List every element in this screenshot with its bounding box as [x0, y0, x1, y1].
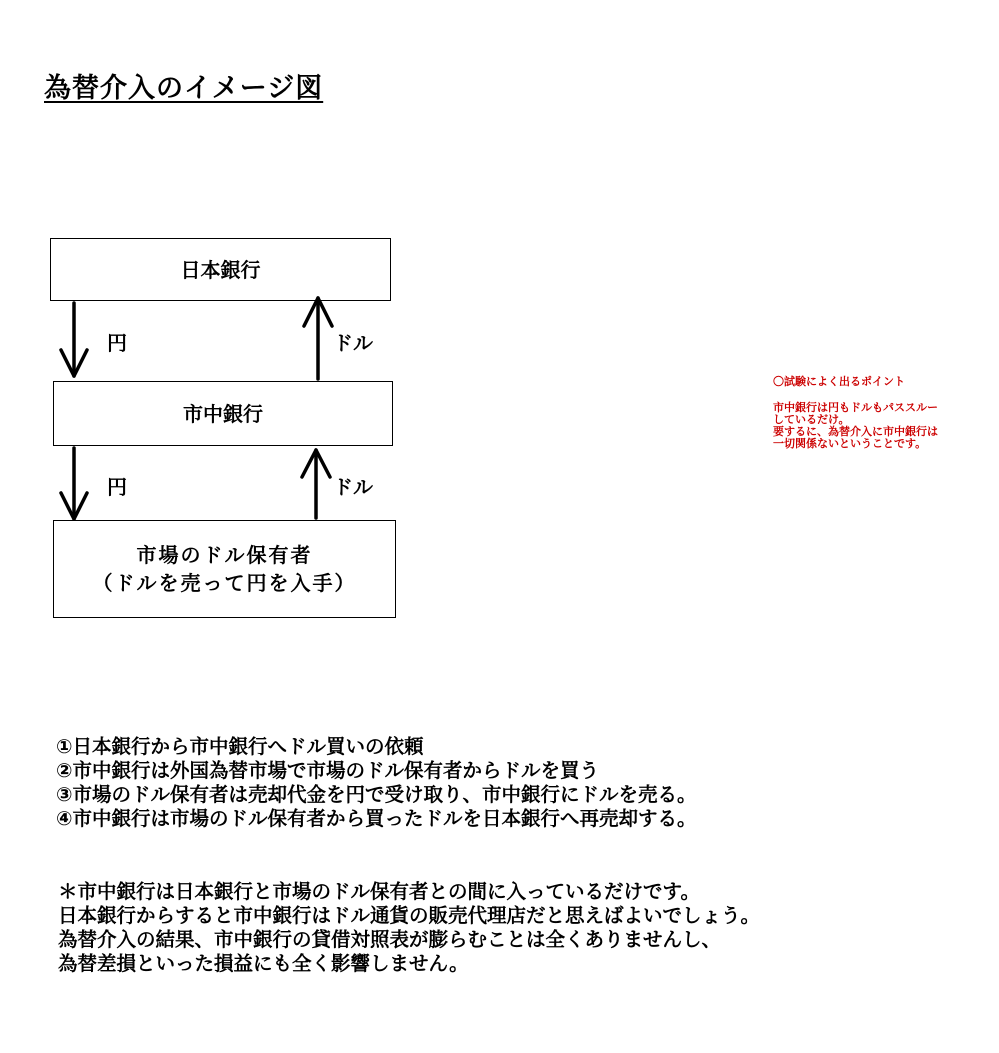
dollar-arrow-up-1 [304, 298, 332, 379]
yen-flow-label-2: 円 [107, 475, 127, 499]
step-item: ④市中銀行は市場のドル保有者から買ったドルを日本銀行へ再売却する。 [56, 807, 697, 830]
steps-list [56, 735, 697, 831]
dollar-flow-label-2: ドル [333, 475, 373, 499]
dollar-arrow-up-2 [302, 450, 330, 518]
yen-flow-label-1: 円 [107, 331, 127, 355]
note-line: しているだけ。 [773, 413, 850, 426]
boj-label: 日本銀行 [180, 257, 261, 282]
boj-box [50, 238, 391, 301]
summary-text [58, 880, 760, 976]
summary-line: ＊市中銀行は日本銀行と市場のドル保有者との間に入っているだけです。 [58, 880, 700, 903]
exam-point-note [773, 376, 995, 450]
step-item: ②市中銀行は外国為替市場で市場のドル保有者からドルを買う [56, 759, 600, 782]
dollar-holder-sublabel: （ドルを売って円を入手） [92, 571, 357, 595]
note-heading: 〇試験によく出るポイント [773, 375, 905, 388]
summary-line: 為替介入の結果、市中銀行の貸借対照表が膨らむことは全くありませんし、 [58, 928, 722, 951]
page-title: 為替介入のイメージ図 [44, 73, 324, 104]
note-line: 一切関係ないということです。 [773, 437, 927, 450]
yen-arrow-down-1 [61, 303, 87, 376]
commercial-bank-label: 市中銀行 [183, 401, 263, 426]
summary-line: 日本銀行からすると市中銀行はドル通貨の販売代理店だと思えばよいでしょう。 [58, 904, 761, 927]
step-item: ①日本銀行から市中銀行へドル買いの依頼 [56, 735, 424, 758]
summary-line: 為替差損といった損益にも全く影響しません。 [58, 952, 469, 975]
yen-arrow-down-2 [61, 448, 87, 519]
dollar-holder-label: 市場のドル保有者 [136, 543, 313, 567]
note-line: 市中銀行は円もドルもパススルー [773, 401, 938, 414]
step-item: ③市場のドル保有者は売却代金を円で受け取り、市中銀行にドルを売る。 [56, 783, 697, 806]
commercial-bank-box [53, 381, 393, 446]
dollar-holder-box [53, 520, 396, 618]
note-line: 要するに、為替介入に市中銀行は [773, 425, 938, 438]
dollar-flow-label-1: ドル [333, 331, 373, 355]
